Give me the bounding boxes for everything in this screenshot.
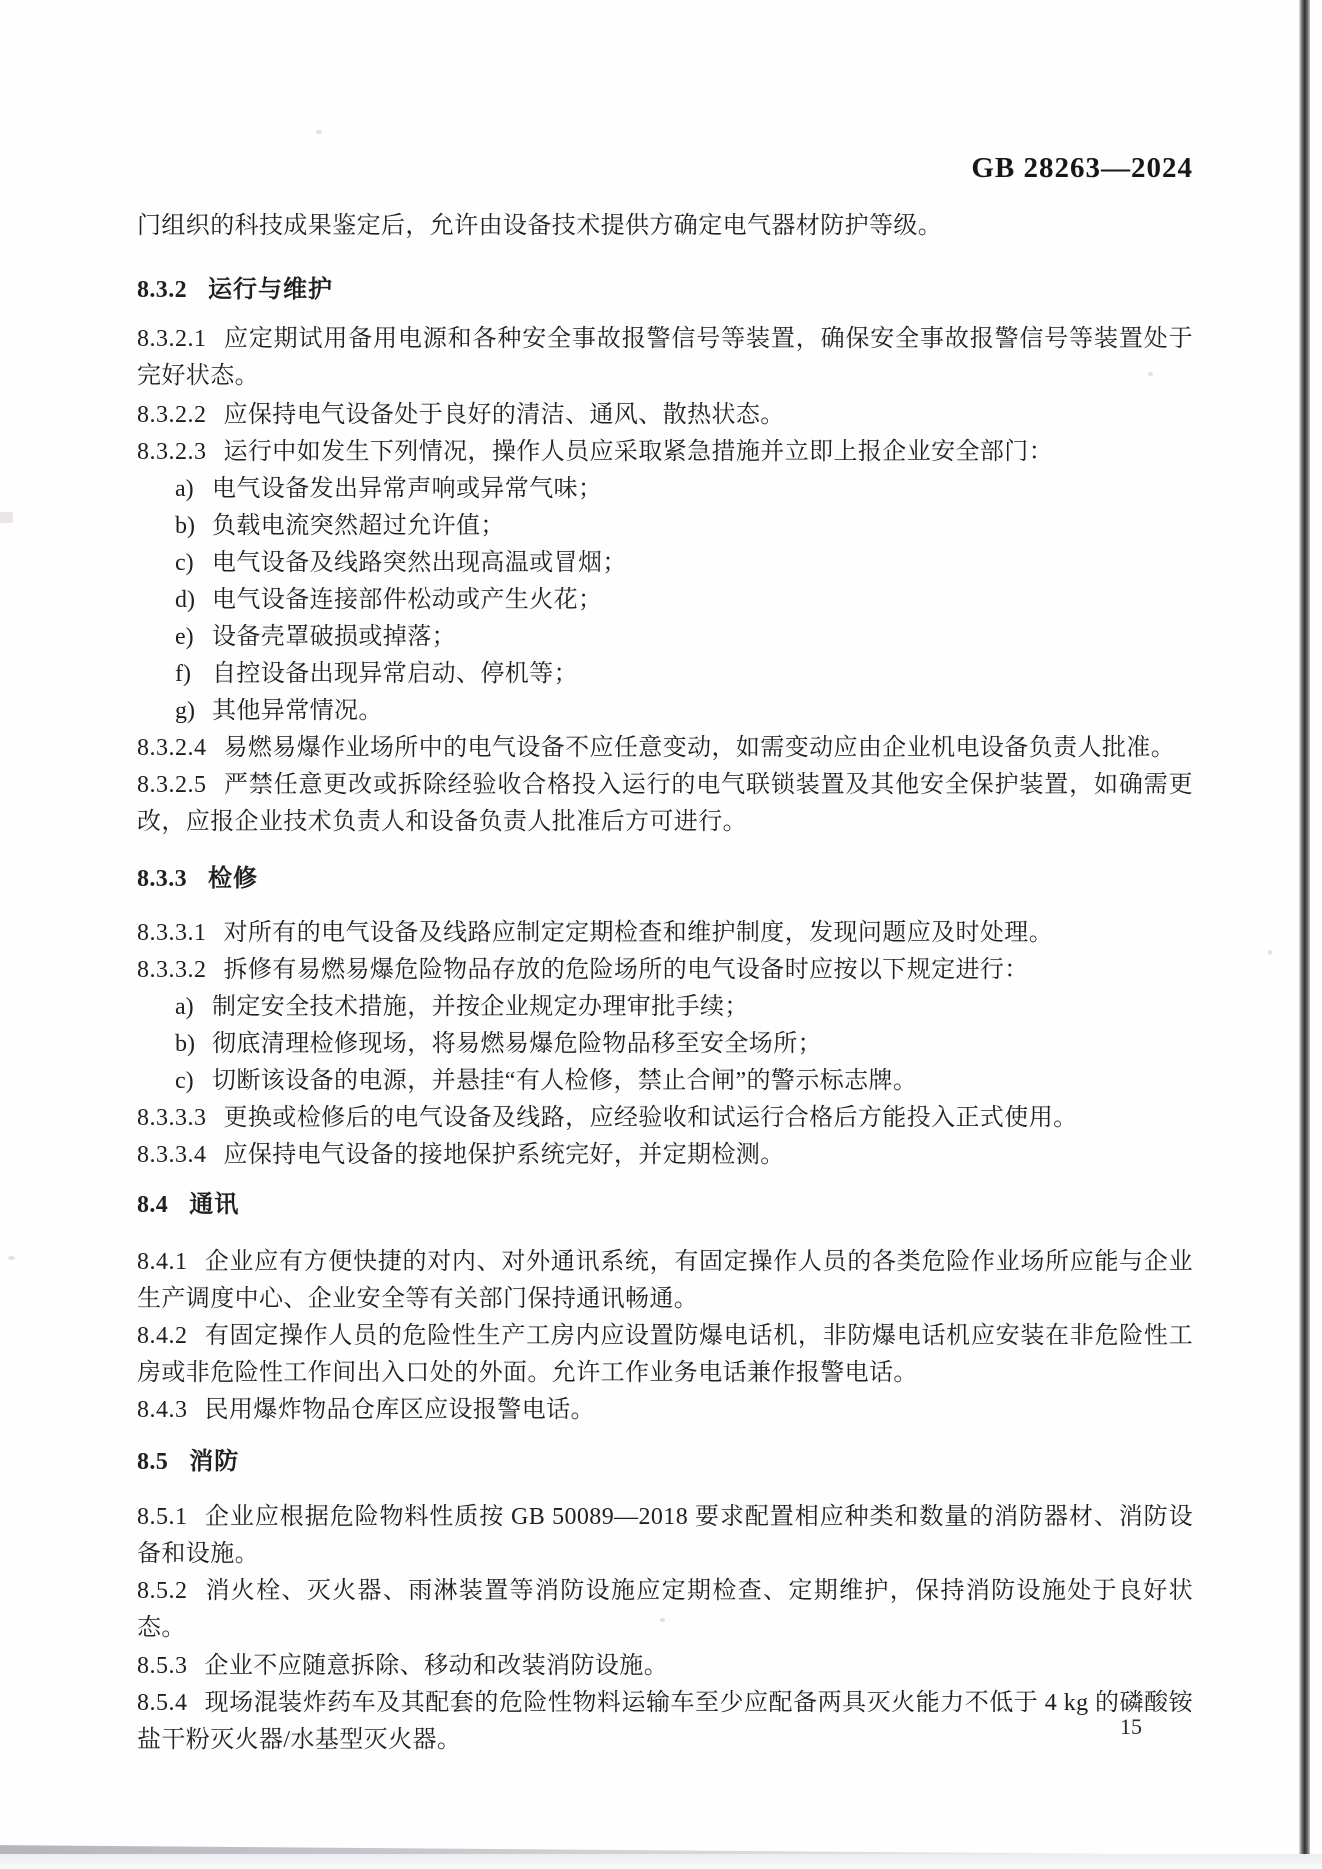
item-label: g) — [175, 698, 195, 724]
list-item-e — [137, 619, 1193, 656]
clause-text: 严禁任意更改或拆除经验收合格投入运行的电气联锁装置及其他安全保护装置，如确需更改，应报企业技术负责人和设备负责人批准后方可进行。 — [137, 772, 1193, 835]
clause-number: 8.3.3.1 — [137, 920, 207, 946]
clause-number: 8.3.2.4 — [137, 735, 207, 761]
item-label: b) — [175, 1031, 195, 1057]
list-item-c — [137, 545, 1193, 582]
item-text: 切断该设备的电源，并悬挂“有人检修，禁止合闸”的警示标志牌。 — [212, 1068, 918, 1094]
clause-8-5-3 — [137, 1648, 1193, 1685]
section-heading-8-4 — [137, 1186, 1193, 1224]
section-heading-8-5 — [137, 1443, 1193, 1481]
clause-8-3-3-4 — [137, 1137, 1193, 1174]
clause-number: 8.4.3 — [137, 1397, 188, 1423]
item-text: 自控设备出现异常启动、停机等； — [212, 661, 578, 687]
clause-text: 应保持电气设备的接地保护系统完好，并定期检测。 — [223, 1142, 785, 1168]
item-text: 制定安全技术措施，并按企业规定办理审批手续； — [212, 994, 749, 1020]
clause-text: 易燃易爆作业场所中的电气设备不应任意变动，如需变动应由企业机电设备负责人批准。 — [223, 735, 1176, 761]
scan-speck — [0, 512, 13, 523]
clause-8-3-2-2 — [137, 397, 1193, 434]
item-label: a) — [175, 994, 194, 1020]
item-label: c) — [175, 550, 194, 576]
clause-number: 8.4.2 — [137, 1323, 188, 1349]
scan-edge-fade-bottom — [0, 1854, 1322, 1869]
clause-text: 有固定操作人员的危险性生产工房内应设置防爆电话机，非防爆电话机应安装在非危险性工房或非危险性工作间出入口处的外面。允许工作业务电话兼作报警电话。 — [137, 1323, 1193, 1386]
clause-number: 8.3.3.3 — [137, 1105, 207, 1131]
item-text: 设备壳罩破损或掉落； — [212, 624, 456, 650]
page-body — [137, 208, 1193, 1759]
clause-number: 8.3.2.5 — [137, 772, 207, 798]
heading-title: 检修 — [208, 865, 258, 892]
heading-title: 运行与维护 — [208, 276, 333, 303]
clause-8-4-2 — [137, 1318, 1193, 1392]
item-label: e) — [175, 624, 194, 650]
heading-number: 8.4 — [137, 1192, 169, 1218]
page-number: 15 — [1120, 1714, 1142, 1739]
heading-title: 消防 — [189, 1448, 240, 1475]
clause-8-3-2-3 — [137, 434, 1193, 471]
scan-edge-shadow-right — [1299, 0, 1310, 1869]
clause-number: 8.3.2.3 — [137, 439, 207, 465]
scan-speck — [316, 130, 322, 134]
item-text: 电气设备及线路突然出现高温或冒烟； — [212, 550, 627, 576]
item-text: 电气设备连接部件松动或产生火花； — [212, 587, 603, 613]
list-item-f — [137, 656, 1193, 693]
clause-8-3-3-1 — [137, 915, 1193, 952]
clause-text: 企业应有方便快捷的对内、对外通讯系统，有固定操作人员的各类危险作业场所应能与企业生产调度中心、企业安全等有关部门保持通讯畅通。 — [137, 1249, 1193, 1312]
standard-code-header: GB 28263—2024 — [971, 152, 1193, 184]
clause-number: 8.5.3 — [137, 1653, 188, 1679]
section-heading-8-3-2 — [137, 271, 1193, 309]
clause-8-3-2-1 — [137, 321, 1193, 395]
clause-8-3-2-4 — [137, 730, 1193, 767]
scan-speck — [660, 1618, 665, 1622]
item-text: 其他异常情况。 — [212, 698, 383, 724]
item-label: c) — [175, 1068, 194, 1094]
clause-8-5-2 — [137, 1573, 1193, 1647]
item-label: d) — [175, 587, 195, 613]
clause-number: 8.3.3.4 — [137, 1142, 207, 1168]
item-text: 负载电流突然超过允许值； — [212, 513, 505, 539]
clause-text: 企业应根据危险物料性质按 GB 50089—2018 要求配置相应种类和数量的消防器材、消防设备和设施。 — [137, 1504, 1193, 1567]
clause-8-4-1 — [137, 1244, 1193, 1318]
list-item-a — [137, 471, 1193, 508]
clause-text: 运行中如发生下列情况，操作人员应采取紧急措施并立即上报企业安全部门： — [223, 439, 1054, 465]
clause-8-3-3-2 — [137, 952, 1193, 989]
list-item-b — [137, 508, 1193, 545]
clause-text: 拆修有易燃易爆危险物品存放的危险场所的电气设备时应按以下规定进行： — [223, 957, 1029, 983]
clause-8-3-3-3 — [137, 1100, 1193, 1137]
clause-8-5-4 — [137, 1685, 1193, 1759]
scan-speck — [1148, 372, 1153, 376]
clause-text: 现场混装炸药车及其配套的危险性物料运输车至少应配备两具灭火能力不低于 4 kg 的磷酸铵盐干粉灭火器/水基型灭火器。 — [137, 1690, 1193, 1753]
list-item-d — [137, 582, 1193, 619]
section-heading-8-3-3 — [137, 860, 1193, 898]
heading-number: 8.5 — [137, 1449, 169, 1475]
clause-8-5-1 — [137, 1499, 1193, 1573]
heading-title: 通讯 — [189, 1191, 240, 1218]
list-item-g — [137, 693, 1193, 730]
clause-number: 8.3.2.1 — [137, 326, 207, 352]
clause-text: 对所有的电气设备及线路应制定定期检查和维护制度，发现问题应及时处理。 — [223, 920, 1054, 946]
clause-number: 8.5.2 — [137, 1578, 188, 1604]
item-label: a) — [175, 476, 194, 502]
clause-text: 消火栓、灭火器、雨淋装置等消防设施应定期检查、定期维护，保持消防设施处于良好状态。 — [137, 1578, 1193, 1641]
clause-number: 8.5.1 — [137, 1504, 188, 1530]
item-label: b) — [175, 513, 195, 539]
item-text: 彻底清理检修现场，将易燃易爆危险物品移至安全场所； — [212, 1031, 822, 1057]
clause-number: 8.3.2.2 — [137, 402, 207, 428]
list-item-a — [137, 989, 1193, 1026]
item-text: 电气设备发出异常声响或异常气味； — [212, 476, 603, 502]
heading-number: 8.3.2 — [137, 277, 187, 303]
continuation-paragraph: 门组织的科技成果鉴定后，允许由设备技术提供方确定电气器材防护等级。 — [137, 213, 943, 239]
clause-text: 应定期试用备用电源和各种安全事故报警信号等装置，确保安全事故报警信号等装置处于完好状态。 — [137, 326, 1193, 389]
list-item-b — [137, 1026, 1193, 1063]
heading-number: 8.3.3 — [137, 866, 187, 892]
item-label: f) — [175, 661, 191, 687]
list-item-c — [137, 1063, 1193, 1100]
clause-number: 8.3.3.2 — [137, 957, 207, 983]
clause-8-4-3 — [137, 1392, 1193, 1429]
clause-text: 更换或检修后的电气设备及线路，应经验收和试运行合格后方能投入正式使用。 — [223, 1105, 1078, 1131]
scan-speck — [1268, 950, 1272, 955]
clause-number: 8.5.4 — [137, 1690, 188, 1716]
clause-text: 应保持电气设备处于良好的清洁、通风、散热状态。 — [223, 402, 785, 428]
clause-text: 民用爆炸物品仓库区应设报警电话。 — [204, 1397, 595, 1423]
clause-number: 8.4.1 — [137, 1249, 188, 1275]
scan-speck — [8, 1256, 15, 1260]
clause-text: 企业不应随意拆除、移动和改装消防设施。 — [204, 1653, 669, 1679]
clause-8-3-2-5 — [137, 767, 1193, 841]
